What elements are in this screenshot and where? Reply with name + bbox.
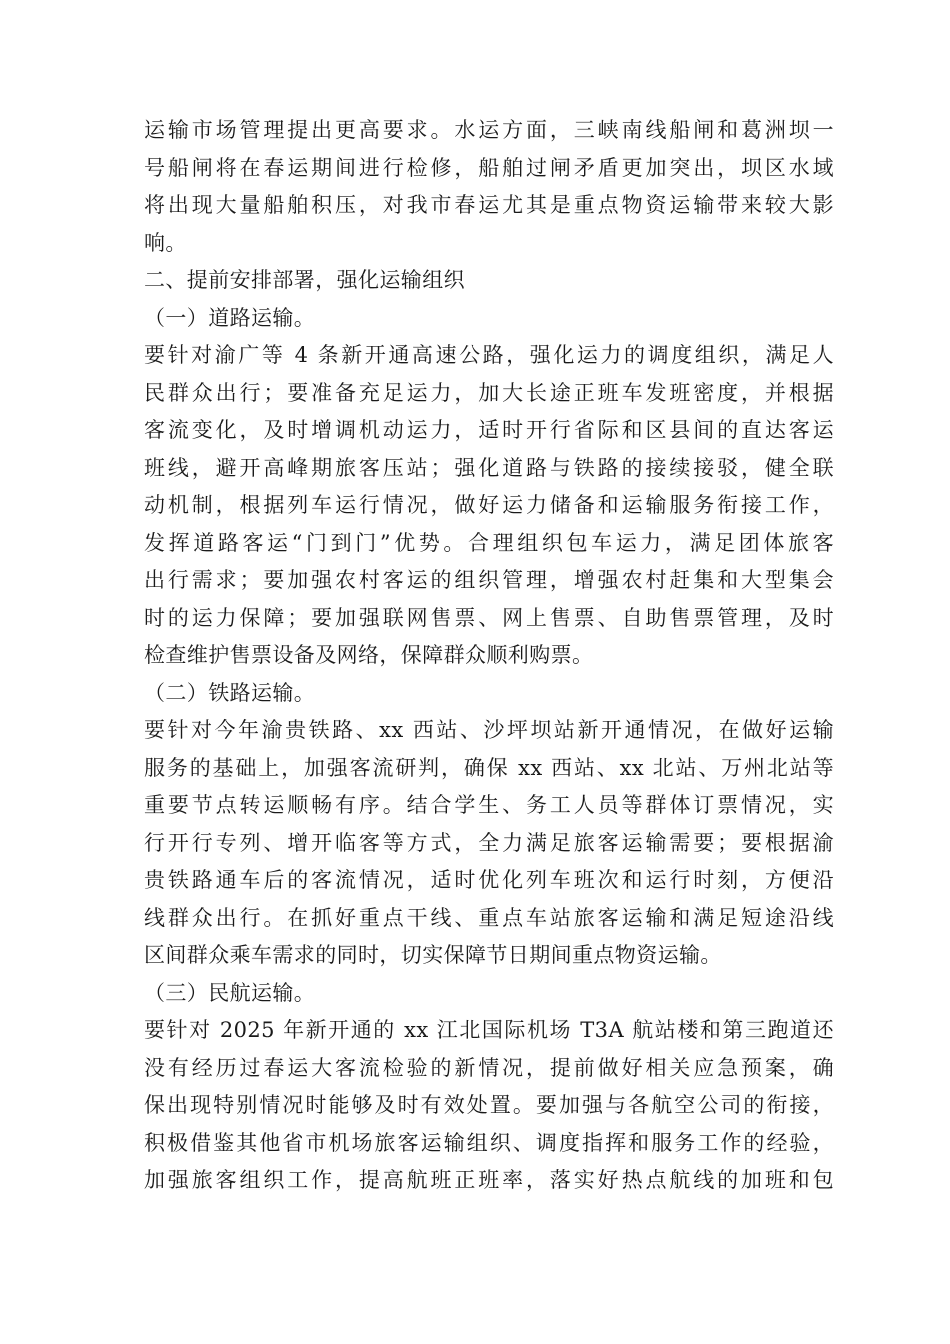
text-line: 要针对 2025 年新开通的 xx 江北国际机场 T3A 航站楼和第三跑道还 [144,1018,834,1042]
text-line: 号船闸将在春运期间进行检修，船舶过闸矛盾更加突出，坝区水域 [144,155,834,180]
subsection-heading: （二）铁路运输。 [144,680,316,705]
text-line: 检查维护售票设备及网络，保障群众顺利购票。 [144,643,594,667]
text-line: 要针对今年渝贵铁路、xx 西站、沙坪坝站新开通情况，在做好运输 [144,718,834,742]
text-line: 运输市场管理提出更高要求。水运方面，三峡南线船闸和葛洲坝一 [144,118,834,142]
text-line: 要针对渝广等 4 条新开通高速公路，强化运力的调度组织，满足人 [144,343,834,367]
text-line: 区间群众乘车需求的同时，切实保障节日期间重点物资运输。 [144,943,722,967]
subsection-heading: （一）道路运输。 [144,305,316,330]
text-line: 响。 [144,230,187,255]
text-line: 服务的基础上，加强客流研判，确保 xx 西站、xx 北站、万州北站等 [144,755,834,780]
text-line: 重要节点转运顺畅有序。结合学生、务工人员等群体订票情况，实 [144,793,834,817]
document-body [144,112,834,1200]
text-line: 出行需求；要加强农村客运的组织管理，增强农村赶集和大型集会 [144,568,834,592]
text-line: 班线，避开高峰期旅客压站；强化道路与铁路的接续接驳，健全联 [144,455,834,480]
text-line: 保出现特别情况时能够及时有效处置。要加强与各航空公司的衔接， [144,1093,834,1117]
section-heading: 二、提前安排部署，强化运输组织 [144,268,465,292]
text-line: 发挥道路客运“门到门”优势。合理组织包车运力，满足团体旅客 [144,530,834,555]
text-line: 时的运力保障；要加强联网售票、网上售票、自助售票管理，及时 [144,605,834,630]
text-line: 客流变化，及时增调机动运力，适时开行省际和区县间的直达客运 [144,418,834,442]
text-line: 没有经历过春运大客流检验的新情况，提前做好相关应急预案，确 [144,1055,834,1080]
text-line: 动机制，根据列车运行情况，做好运力储备和运输服务衔接工作， [144,493,834,517]
text-line: 积极借鉴其他省市机场旅客运输组织、调度指挥和服务工作的经验， [144,1130,834,1155]
subsection-heading: （三）民航运输。 [144,980,316,1005]
text-line: 加强旅客组织工作，提高航班正班率，落实好热点航线的加班和包 [144,1168,834,1192]
text-line: 贵铁路通车后的客流情况，适时优化列车班次和运行时刻，方便沿 [144,868,834,892]
text-line: 将出现大量船舶积压，对我市春运尤其是重点物资运输带来较大影 [144,193,834,217]
text-line: 行开行专列、增开临客等方式，全力满足旅客运输需要；要根据渝 [144,830,834,855]
text-line: 民群众出行；要准备充足运力，加大长途正班车发班密度，并根据 [144,380,834,405]
text-line: 线群众出行。在抓好重点干线、重点车站旅客运输和满足短途沿线 [144,905,834,930]
